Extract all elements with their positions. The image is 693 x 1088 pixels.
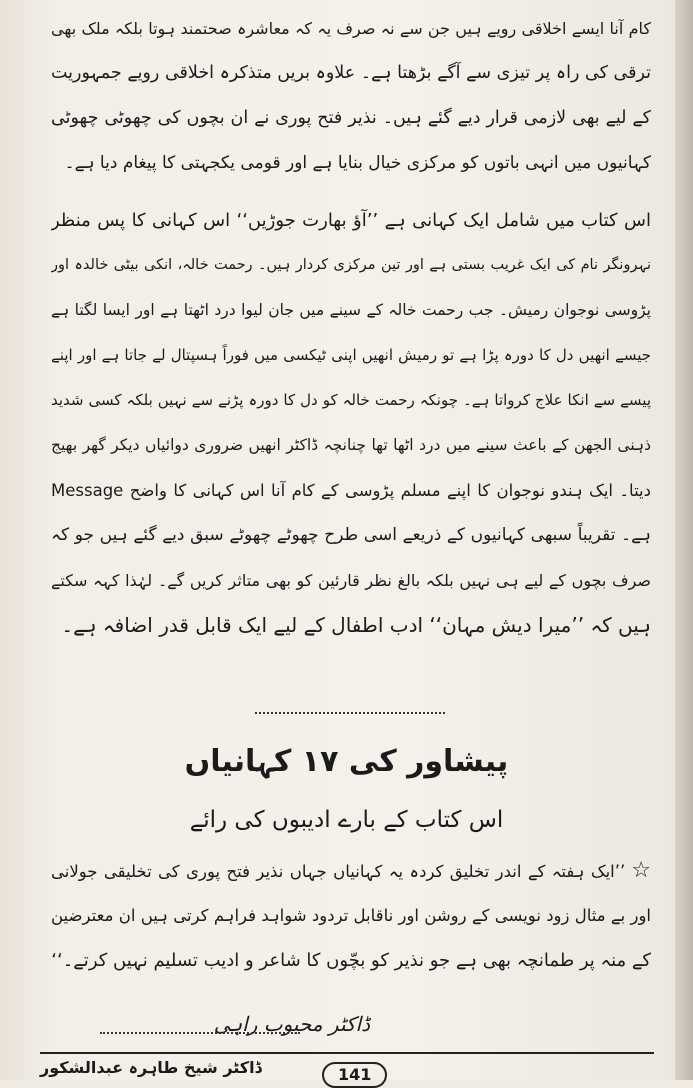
text-line: ہے۔ تقریباً سبھی کہانیوں کے ذریعے اسی طرح چھوٹے چھوٹے سبق دیے گئے ہیں جو کہ [51,525,651,545]
section-subheading: اس کتاب کے بارے ادیبوں کی رائے [189,807,504,833]
footer-rule [40,1052,654,1054]
text-line [51,848,651,893]
text-line: کام آنا ایسے اخلاقی رویے ہیں جن سے نہ صرف یہ کہ معاشرہ صحتمند ہوتا بلکہ ملک بھی [51,19,651,38]
page-number: 141 [322,1062,387,1088]
text-line: اس کتاب میں شامل ایک کہانی ہے ’’آؤ بھارت جوڑیں‘‘ اس کہانی کا پس منظر [51,210,651,231]
text-line: پڑوسی نوجوان رمیش۔ جب رحمت خالہ کے سینے میں جان لیوا درد اٹھتا ہے اور ایسا لگتا ہے [51,301,651,319]
text-line: کے لیے بھی لازمی قرار دیے گئے ہیں۔ نذیر فتح پوری نے ان بچوں کی چھوٹی چھوٹی [51,108,651,128]
text-line: کے منہ پر طمانچہ بھی ہے جو نذیر کو بچّوں کا شاعر و ادیب تسلیم نہیں کرتے۔‘‘ [51,950,651,971]
text-line: پیسے سے انکا علاج کرواتا ہے۔ چونکہ رحمت خالہ کو دل کا دورہ پڑنے سے نہیں بلکہ کسی شدید [51,391,651,409]
text-line: کہانیوں میں انہی باتوں کو مرکزی خیال بنایا ہے اور قومی یکجہتی کا پیغام دیا ہے۔ [64,153,651,173]
review-quote [51,848,651,983]
section-heading: پیشاور کی ۱۷ کہانیاں [184,744,509,779]
text-line: اور بے مثال زود نویسی کے روشن اور ناقابل تردود شواہد فراہم کرتی ہیں ان معترضین [51,906,651,925]
paragraph-2 [51,198,651,648]
text-line: ترقی کی راہ پر تیزی سے آگے بڑھتا ہے۔ علاوہ بریں متذکرہ اخلاقی رویے جمہوریت [51,63,651,83]
paragraph-1 [51,6,651,186]
text-line: نہرونگر نام کی ایک غریب بستی ہے اور تین مرکزی کردار ہیں۔ رحمت خالہ، انکی بیٹی خالدہ اور [51,257,651,273]
text-line: ذہنی الجھن کے باعث سینے میں درد اٹھا تھا چنانچہ ڈاکٹر انھیں ضروری دوائیاں دیکر گھر بھیج [51,436,651,454]
section-divider [255,712,445,714]
signature-row [40,1006,370,1046]
footer-author: ڈاکٹر شیخ طاہرہ عبدالشکور [40,1058,262,1077]
text-line: دیتا۔ ایک ہندو نوجوان کا اپنے مسلم پڑوسی کے کام آنا اس کہانی کا واضح Message [51,481,651,500]
text-line: جیسے انھیں دل کا دورہ پڑا ہے تو رمیش انھیں اپنی ٹیکسی میں فوراً ہسپتال لے جاتا ہے اور اپنے [51,346,651,364]
signature-name: ڈاکٹر محبوب راہی [213,1012,370,1036]
signature-dotted-line [100,1032,300,1034]
text-line: صرف بچوں کے لیے ہی نہیں بلکہ بالغ نظر قارئین کو بھی متاثر کریں گے۔ لہٰذا کہہ سکتے [51,571,651,590]
quote-line-text: ’’ایک ہفتہ کے اندر تخلیق کردہ یہ کہانیاں جہاں نذیر فتح پوری کی تخلیقی جولانی [51,862,626,881]
star-icon: ☆ [631,858,651,883]
book-spine-shadow [675,0,693,1080]
text-line: ہیں کہ ’’میرا دیش مہان‘‘ ادب اطفال کے لیے ایک قابل قدر اضافہ ہے۔ [61,613,651,637]
